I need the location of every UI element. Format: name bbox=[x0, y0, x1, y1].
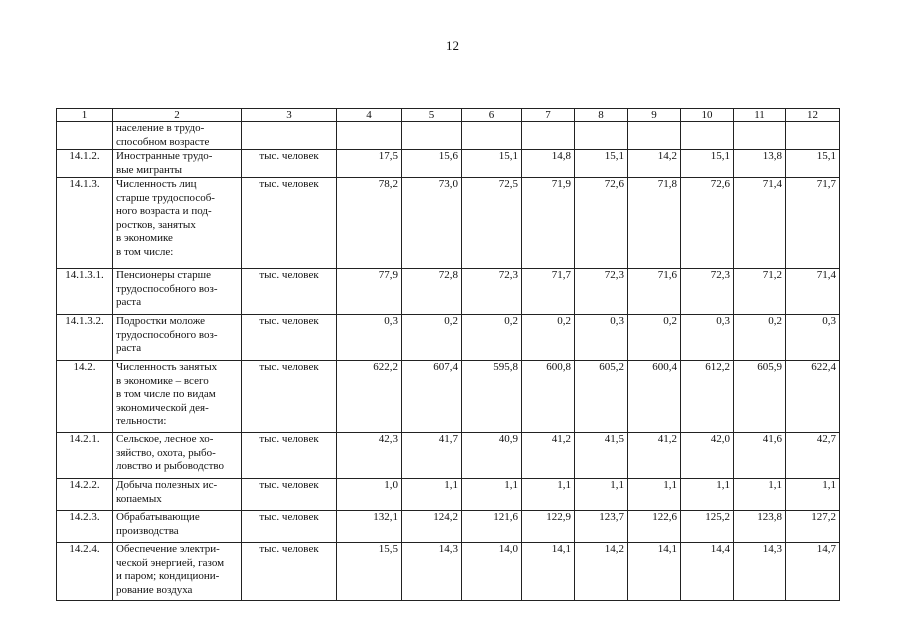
row-value: 622,2 bbox=[337, 361, 402, 433]
table-row bbox=[57, 122, 840, 150]
row-value: 14,0 bbox=[462, 543, 522, 601]
row-name: Сельское, лесное хо- зяйство, охота, рыбо- ловство и рыбоводство bbox=[113, 433, 242, 479]
row-value: 41,6 bbox=[734, 433, 786, 479]
row-unit: тыс. человек bbox=[242, 479, 337, 511]
row-value: 71,8 bbox=[628, 178, 681, 269]
row-value: 14,1 bbox=[522, 543, 575, 601]
column-header: 7 bbox=[522, 109, 575, 122]
row-name: население в трудо- способном возрасте bbox=[113, 122, 242, 150]
row-value: 15,1 bbox=[681, 150, 734, 178]
page-number: 12 bbox=[446, 38, 459, 53]
row-value: 607,4 bbox=[402, 361, 462, 433]
row-value: 72,3 bbox=[575, 269, 628, 315]
row-value: 1,1 bbox=[628, 479, 681, 511]
row-value: 0,2 bbox=[402, 315, 462, 361]
row-value: 17,5 bbox=[337, 150, 402, 178]
row-value: 132,1 bbox=[337, 511, 402, 543]
row-value: 78,2 bbox=[337, 178, 402, 269]
table-row bbox=[57, 361, 840, 433]
row-value: 41,2 bbox=[628, 433, 681, 479]
row-value: 14,8 bbox=[522, 150, 575, 178]
row-name: Добыча полезных ис- копаемых bbox=[113, 479, 242, 511]
table-row bbox=[57, 479, 840, 511]
row-code: 14.2.1. bbox=[57, 433, 113, 479]
row-value: 127,2 bbox=[786, 511, 840, 543]
column-header: 5 bbox=[402, 109, 462, 122]
row-name: Подростки моложе трудоспособного воз- раста bbox=[113, 315, 242, 361]
row-unit: тыс. человек bbox=[242, 433, 337, 479]
row-code: 14.1.2. bbox=[57, 150, 113, 178]
row-name: Иностранные трудо- вые мигранты bbox=[113, 150, 242, 178]
column-header: 8 bbox=[575, 109, 628, 122]
row-name: Пенсионеры старше трудоспособного воз- раста bbox=[113, 269, 242, 315]
row-value: 77,9 bbox=[337, 269, 402, 315]
table-row bbox=[57, 433, 840, 479]
row-value bbox=[628, 122, 681, 150]
row-value: 71,7 bbox=[522, 269, 575, 315]
row-value: 71,7 bbox=[786, 178, 840, 269]
row-value: 0,2 bbox=[522, 315, 575, 361]
row-value: 605,9 bbox=[734, 361, 786, 433]
row-code: 14.2.3. bbox=[57, 511, 113, 543]
column-header: 4 bbox=[337, 109, 402, 122]
column-header: 6 bbox=[462, 109, 522, 122]
row-value bbox=[522, 122, 575, 150]
column-header: 10 bbox=[681, 109, 734, 122]
column-header: 11 bbox=[734, 109, 786, 122]
row-value: 73,0 bbox=[402, 178, 462, 269]
column-header: 1 bbox=[57, 109, 113, 122]
row-value: 72,8 bbox=[402, 269, 462, 315]
row-value: 600,4 bbox=[628, 361, 681, 433]
row-value: 14,3 bbox=[402, 543, 462, 601]
row-value: 595,8 bbox=[462, 361, 522, 433]
row-value: 14,2 bbox=[628, 150, 681, 178]
row-value: 72,6 bbox=[575, 178, 628, 269]
row-value: 1,1 bbox=[681, 479, 734, 511]
row-value: 41,7 bbox=[402, 433, 462, 479]
row-value: 122,6 bbox=[628, 511, 681, 543]
row-value: 71,4 bbox=[734, 178, 786, 269]
row-value: 14,1 bbox=[628, 543, 681, 601]
row-value: 71,9 bbox=[522, 178, 575, 269]
row-value: 1,1 bbox=[402, 479, 462, 511]
row-name: Обрабатывающие производства bbox=[113, 511, 242, 543]
row-value: 0,2 bbox=[462, 315, 522, 361]
row-value: 41,2 bbox=[522, 433, 575, 479]
header-row bbox=[57, 109, 840, 122]
row-value: 1,1 bbox=[786, 479, 840, 511]
row-value: 1,1 bbox=[462, 479, 522, 511]
row-value: 71,4 bbox=[786, 269, 840, 315]
row-value: 0,2 bbox=[628, 315, 681, 361]
statistics-table bbox=[56, 108, 840, 601]
row-code: 14.1.3. bbox=[57, 178, 113, 269]
table-row bbox=[57, 178, 840, 269]
row-value: 0,2 bbox=[734, 315, 786, 361]
row-value: 1,1 bbox=[522, 479, 575, 511]
row-code: 14.2.4. bbox=[57, 543, 113, 601]
row-value: 15,1 bbox=[462, 150, 522, 178]
row-value: 42,3 bbox=[337, 433, 402, 479]
row-value: 600,8 bbox=[522, 361, 575, 433]
row-code bbox=[57, 122, 113, 150]
column-header: 12 bbox=[786, 109, 840, 122]
row-unit: тыс. человек bbox=[242, 269, 337, 315]
row-value: 0,3 bbox=[786, 315, 840, 361]
table-row bbox=[57, 315, 840, 361]
row-value: 15,1 bbox=[786, 150, 840, 178]
row-value: 15,6 bbox=[402, 150, 462, 178]
row-value: 72,3 bbox=[681, 269, 734, 315]
row-value: 14,3 bbox=[734, 543, 786, 601]
row-value: 123,8 bbox=[734, 511, 786, 543]
row-value: 121,6 bbox=[462, 511, 522, 543]
row-value: 605,2 bbox=[575, 361, 628, 433]
row-value: 71,6 bbox=[628, 269, 681, 315]
row-value bbox=[402, 122, 462, 150]
row-value: 123,7 bbox=[575, 511, 628, 543]
row-name: Обеспечение электри- ческой энергией, газом и паром; кондициони- рование воздуха bbox=[113, 543, 242, 601]
row-value bbox=[337, 122, 402, 150]
row-unit: тыс. человек bbox=[242, 315, 337, 361]
row-value bbox=[462, 122, 522, 150]
row-value: 72,3 bbox=[462, 269, 522, 315]
table-row bbox=[57, 511, 840, 543]
column-header: 9 bbox=[628, 109, 681, 122]
table-row bbox=[57, 543, 840, 601]
column-header: 2 bbox=[113, 109, 242, 122]
row-value: 122,9 bbox=[522, 511, 575, 543]
row-value: 14,4 bbox=[681, 543, 734, 601]
row-value: 124,2 bbox=[402, 511, 462, 543]
row-name: Численность лиц старше трудоспособ- ного возраста и под- ростков, занятых в экономике в том числе: bbox=[113, 178, 242, 269]
row-value: 125,2 bbox=[681, 511, 734, 543]
row-value: 15,5 bbox=[337, 543, 402, 601]
row-unit: тыс. человек bbox=[242, 361, 337, 433]
row-name: Численность занятых в экономике – всего в том числе по видам экономической дея- тельности: bbox=[113, 361, 242, 433]
row-value: 612,2 bbox=[681, 361, 734, 433]
row-value: 71,2 bbox=[734, 269, 786, 315]
table-row bbox=[57, 269, 840, 315]
row-value: 0,3 bbox=[681, 315, 734, 361]
row-code: 14.1.3.2. bbox=[57, 315, 113, 361]
table-row bbox=[57, 150, 840, 178]
row-unit: тыс. человек bbox=[242, 178, 337, 269]
row-code: 14.2. bbox=[57, 361, 113, 433]
row-value: 42,0 bbox=[681, 433, 734, 479]
row-value: 15,1 bbox=[575, 150, 628, 178]
row-code: 14.1.3.1. bbox=[57, 269, 113, 315]
row-value bbox=[786, 122, 840, 150]
row-value: 13,8 bbox=[734, 150, 786, 178]
row-value bbox=[575, 122, 628, 150]
row-unit: тыс. человек bbox=[242, 150, 337, 178]
row-value: 1,1 bbox=[575, 479, 628, 511]
row-code: 14.2.2. bbox=[57, 479, 113, 511]
row-value: 41,5 bbox=[575, 433, 628, 479]
row-value: 14,7 bbox=[786, 543, 840, 601]
row-value: 0,3 bbox=[575, 315, 628, 361]
row-value: 40,9 bbox=[462, 433, 522, 479]
row-value: 0,3 bbox=[337, 315, 402, 361]
row-value: 14,2 bbox=[575, 543, 628, 601]
row-value: 72,5 bbox=[462, 178, 522, 269]
row-value bbox=[734, 122, 786, 150]
row-value: 1,0 bbox=[337, 479, 402, 511]
row-unit: тыс. человек bbox=[242, 511, 337, 543]
row-value: 622,4 bbox=[786, 361, 840, 433]
row-value: 72,6 bbox=[681, 178, 734, 269]
row-value bbox=[681, 122, 734, 150]
row-value: 42,7 bbox=[786, 433, 840, 479]
row-unit bbox=[242, 122, 337, 150]
row-value: 1,1 bbox=[734, 479, 786, 511]
row-unit: тыс. человек bbox=[242, 543, 337, 601]
column-header: 3 bbox=[242, 109, 337, 122]
